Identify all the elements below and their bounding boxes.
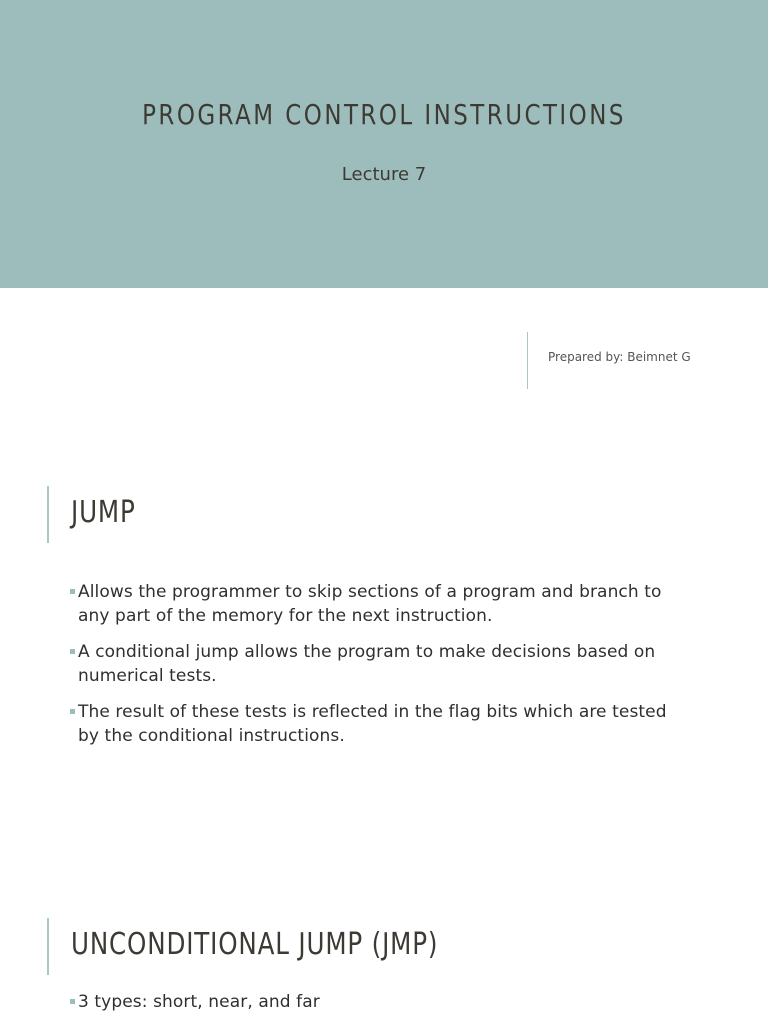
bullet-square-icon — [70, 709, 75, 714]
unconditional-bullet-list — [68, 990, 688, 1024]
bullet-square-icon — [70, 999, 75, 1004]
slide-heading-accent — [47, 486, 49, 543]
list-item — [68, 990, 688, 1014]
credit-divider — [527, 332, 528, 389]
list-item — [68, 700, 688, 748]
presentation-title: PROGRAM CONTROL INSTRUCTIONS — [142, 98, 626, 131]
title-banner — [0, 0, 768, 288]
slide-heading-unconditional-jump: UNCONDITIONAL JUMP (JMP) — [71, 927, 439, 962]
list-item — [68, 580, 688, 628]
author-credit: Prepared by: Beimnet G — [548, 350, 691, 364]
bullet-text: 3 types: short, near, and far — [78, 992, 320, 1012]
bullet-text: The result of these tests is reflected in the flag bits which are tested by the conditional instructions. — [78, 702, 667, 746]
bullet-text: A conditional jump allows the program to make decisions based on numerical tests. — [78, 642, 656, 686]
list-item — [68, 640, 688, 688]
lecture-subtitle: Lecture 7 — [341, 164, 427, 185]
slide-heading-accent — [47, 918, 49, 975]
slide-heading-jump: JUMP — [71, 495, 136, 530]
bullet-square-icon — [70, 589, 75, 594]
bullet-text: Allows the programmer to skip sections of a program and branch to any part of the memory for the next instruction. — [78, 582, 662, 626]
bullet-square-icon — [70, 649, 75, 654]
jump-bullet-list — [68, 580, 688, 760]
